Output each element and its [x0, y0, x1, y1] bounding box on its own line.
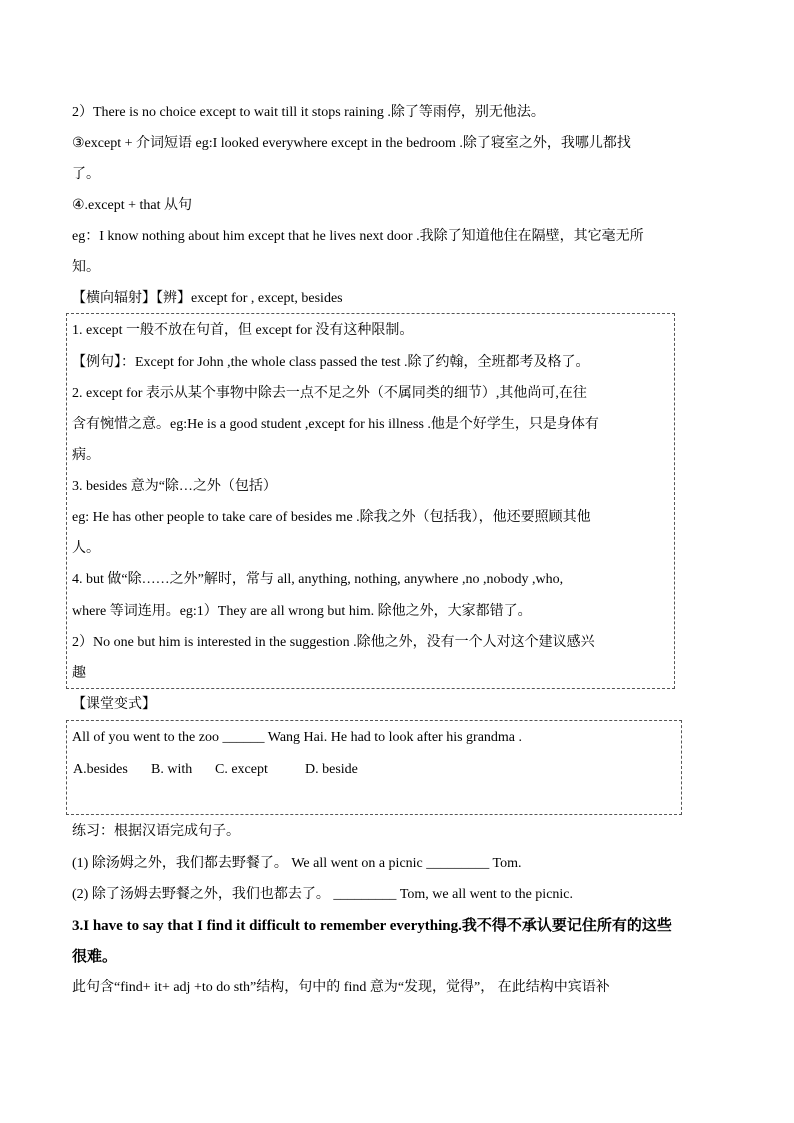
classroom-question: All of you went to the zoo ______ Wang Hai. He had to look after his grandma .: [72, 730, 523, 745]
practice-item-1: (1) 除汤姆之外，我们都去野餐了。 We all went on a picnic _________ Tom.: [72, 856, 522, 871]
radiation-line: 含有惋惜之意。eg:He is a good student ,except for his illness .他是个好学生，只是身体有: [72, 417, 599, 432]
practice-item-2: (2) 除了汤姆去野餐之外，我们也都去了。 _________ Tom, we all went to the picnic.: [72, 887, 574, 902]
radiation-heading: 【横向辐射】【辨】except for , except, besides: [72, 291, 343, 306]
radiation-line: 4. but 做“除……之外”解时，常与 all, anything, nothing, anywhere ,no ,nobody ,who,: [72, 572, 564, 587]
radiation-line: 病。: [72, 448, 100, 463]
radiation-line: 1. except 一般不放在句首，但 except for 没有这种限制。: [72, 323, 414, 338]
option-b: B. with: [151, 762, 193, 777]
radiation-line: 2. except for 表示从某个事物中除去一点不足之外（不属同类的细节）,其他尚可,在往: [72, 386, 587, 401]
radiation-line: 2）No one but him is interested in the suggestion .除他之外，没有一个人对这个建议感兴: [72, 635, 595, 650]
classroom-heading: 【课堂变式】: [72, 697, 156, 712]
line-top-5: eg：I know nothing about him except that he lives next door .我除了知道他住在隔壁，其它毫无所: [72, 229, 644, 244]
line-top-2: ③except + 介词短语 eg:I looked everywhere except in the bedroom .除了寝室之外，我哪儿都找: [72, 136, 631, 151]
radiation-line: where 等词连用。eg:1）They are all wrong but him. 除他之外，大家都错了。: [72, 604, 532, 619]
practice-heading: 练习：根据汉语完成句子。: [72, 824, 240, 839]
option-d: D. beside: [305, 762, 358, 777]
radiation-line: 趣: [72, 666, 86, 681]
sentence3-line-3: 此句含“find+ it+ adj +to do sth”结构，句中的 find 意为“发现，觉得”， 在此结构中宾语补: [72, 980, 610, 995]
radiation-line: eg: He has other people to take care of besides me .除我之外（包括我），他还要照顾其他: [72, 510, 591, 525]
line-top-6: 知。: [72, 260, 100, 275]
option-c: C. except: [215, 762, 268, 777]
radiation-line: 人。: [72, 541, 100, 556]
line-top-3: 了。: [72, 167, 100, 182]
sentence3-line-1: 3.I have to say that I find it difficult to remember everything.我不得不承认要记住所有的这些: [72, 918, 672, 934]
line-top-4: ④.except + that 从句: [72, 198, 192, 213]
radiation-line: 【例句】：Except for John ,the whole class passed the test .除了约翰，全班都考及格了。: [72, 355, 590, 370]
radiation-line: 3. besides 意为“除…之外（包括）: [72, 479, 277, 494]
line-top-1: 2）There is no choice except to wait till it stops raining .除了等雨停，别无他法。: [72, 105, 545, 120]
sentence3-line-2: 很难。: [72, 949, 118, 965]
option-a: A.besides: [73, 762, 128, 777]
